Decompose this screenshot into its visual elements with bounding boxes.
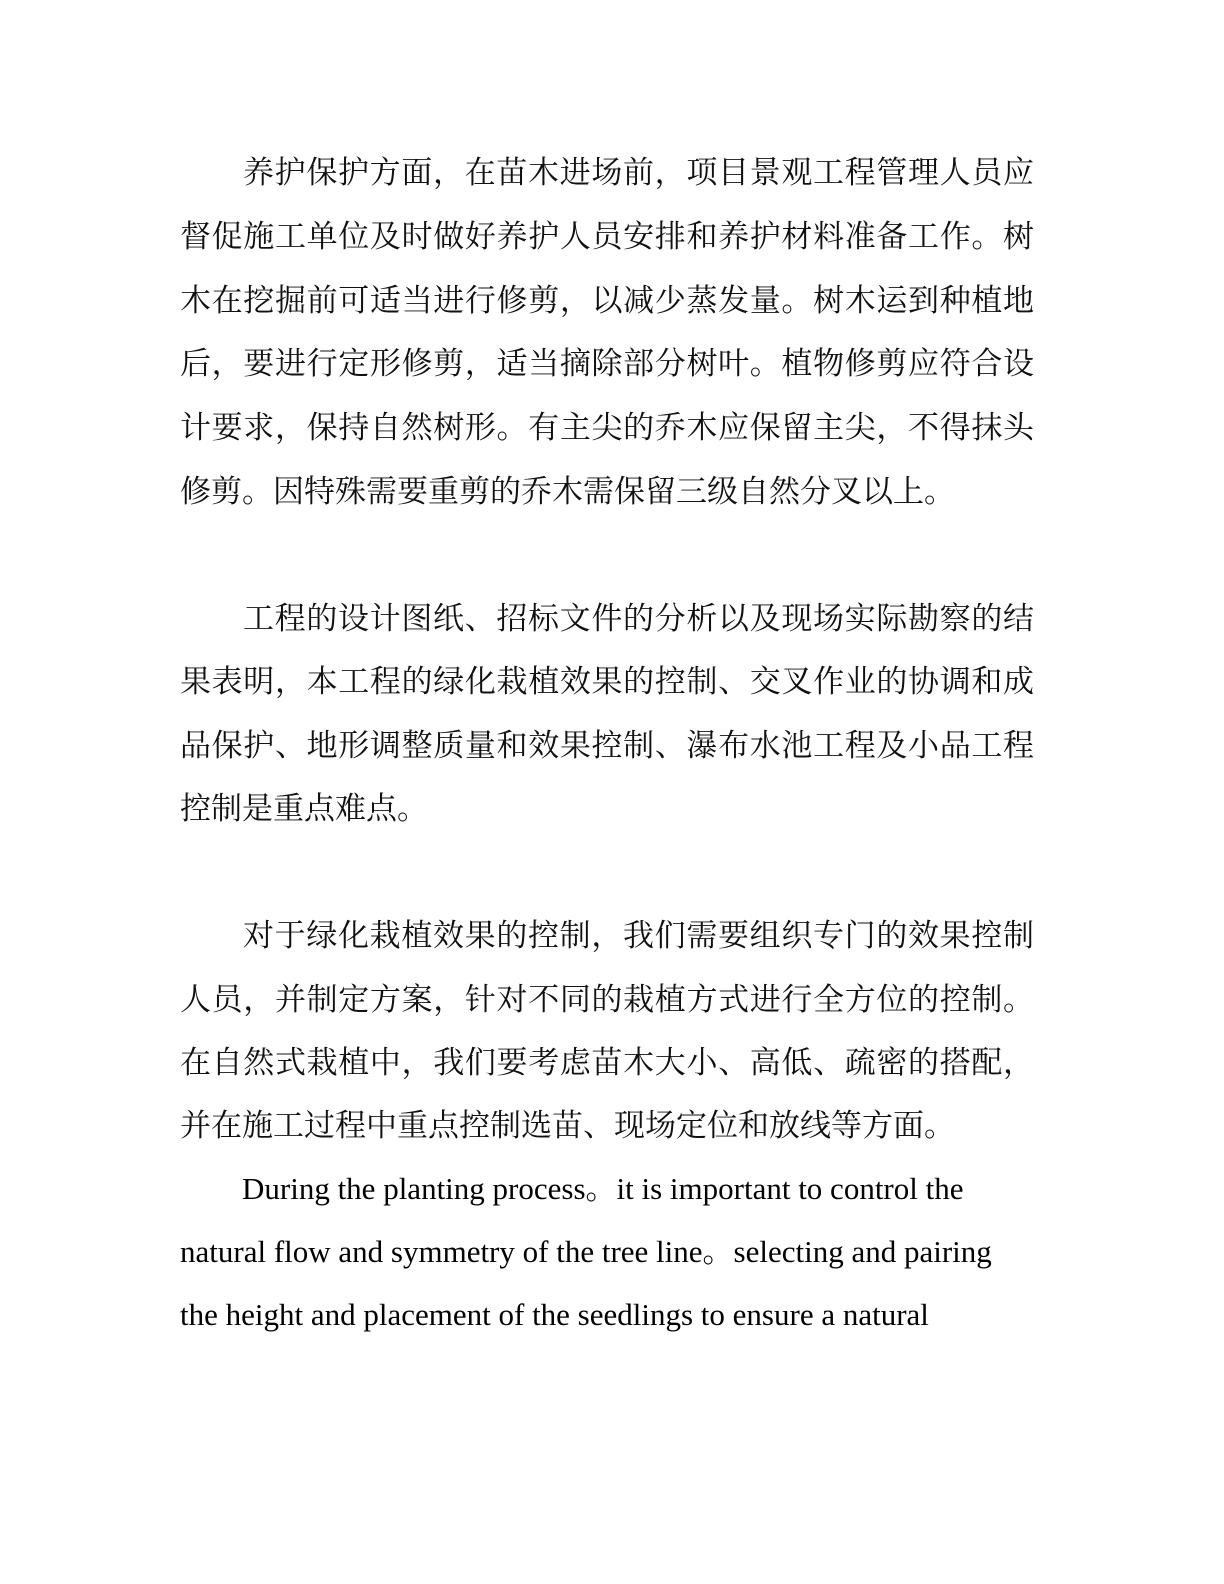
text-line: 对于绿化栽植效果的控制，我们需要组织专门的效果控制	[243, 918, 1034, 954]
text-line: 督促施工单位及时做好养护人员安排和养护材料准备工作。树	[180, 219, 1034, 255]
text-line: 工程的设计图纸、招标文件的分析以及现场实际勘察的结	[243, 601, 1034, 637]
text-line: 果表明，本工程的绿化栽植效果的控制、交叉作业的协调和成	[180, 664, 1034, 700]
text-line: 控制是重点难点。	[180, 791, 428, 827]
text-line: 在自然式栽植中，我们要考虑苗木大小、高低、疏密的搭配，	[180, 1045, 1034, 1081]
text-line: During the planting process。it is important to control the	[242, 1171, 964, 1206]
text-line: 后，要进行定形修剪，适当摘除部分树叶。植物修剪应符合设	[180, 346, 1034, 382]
text-line: 木在挖掘前可适当进行修剪，以减少蒸发量。树木运到种植地	[180, 283, 1034, 319]
text-line: 品保护、地形调整质量和效果控制、瀑布水池工程及小品工程	[180, 728, 1034, 764]
text-line: 并在施工过程中重点控制选苗、现场定位和放线等方面。	[180, 1108, 955, 1144]
text-line: 修剪。因特殊需要重剪的乔木需保留三级自然分叉以上。	[180, 474, 955, 510]
text-line: the height and placement of the seedlings to ensure a natural	[180, 1297, 929, 1332]
text-line: 计要求，保持自然树形。有主尖的乔木应保留主尖，不得抹头	[180, 410, 1034, 446]
text-line: 养护保护方面，在苗木进场前，项目景观工程管理人员应	[243, 155, 1034, 191]
text-line: 人员，并制定方案，针对不同的栽植方式进行全方位的控制。	[180, 982, 1034, 1018]
text-line: natural flow and symmetry of the tree line。selecting and pairing	[180, 1234, 992, 1269]
